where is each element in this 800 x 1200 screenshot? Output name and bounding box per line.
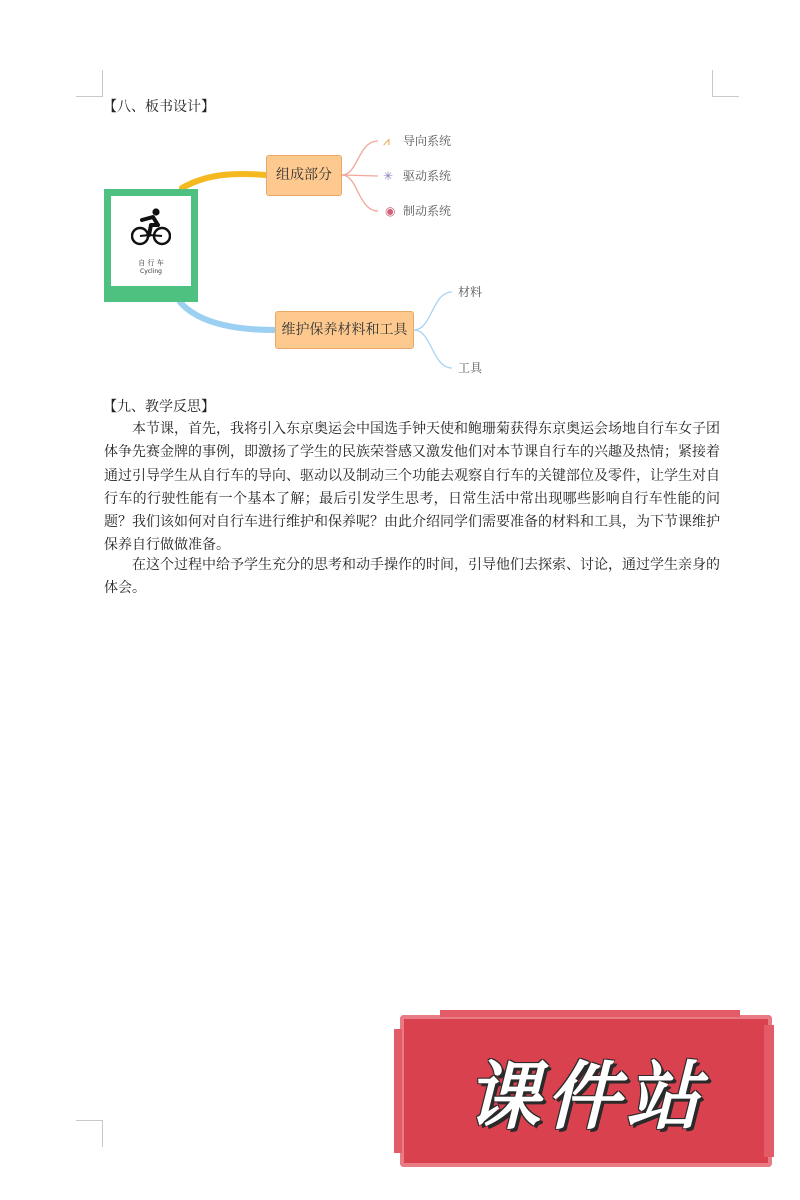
cyclist-icon (131, 206, 171, 248)
watermark-logo (400, 1015, 772, 1167)
leaf-materials: 材料 (458, 285, 483, 299)
brake-icon: ◉ (385, 204, 396, 218)
reflection-paragraph: 在这个过程中给予学生充分的思考和动手操作的时间，引导他们去探索、讨论，通过学生亲身的体会。 (104, 557, 720, 597)
leaf-brake-system: 制动系统 (403, 204, 452, 218)
center-node-inner (111, 196, 191, 286)
leaf-tools: 工具 (458, 361, 483, 375)
center-node (104, 189, 198, 302)
reflection-paragraph: 本节课，首先，我将引入东京奥运会中国选手钟天使和鲍珊菊获得东京奥运会场地自行车女子团体争先赛金牌的事例，即激扬了学生的民族荣誉感又激发他们对本节课自行车的兴趣及热情；紧接着通过引导学生从自行车的导向、驱动以及制动三个功能去观察自行车的关键部位及零件，让学生对自行车的行驶性能有一个基本了解；最后引发学生思考，日常生活中常出现哪些影响自行车性能的问题？我们该如何对自行车进行维护和保养呢？由此介绍同学们需要准备的材料和工具，为下节课维护保养自行做做准备。 (104, 421, 720, 554)
center-subtitle: Cycling (140, 268, 162, 275)
leaf-steering-system: 导向系统 (403, 134, 452, 148)
leaf-drive-system: 驱动系统 (403, 169, 452, 183)
section-heading-board-design: 【八、板书设计】 (103, 99, 215, 115)
center-title: 自 行 车 (138, 259, 164, 267)
chart-icon: ⩘ (383, 134, 390, 148)
section-heading-reflection: 【九、教学反思】 (103, 399, 215, 415)
node-maintenance: 维护保养材料和工具 (275, 311, 414, 349)
watermark-text: 课件站 (466, 1054, 706, 1140)
gear-icon: ✳ (383, 169, 394, 183)
page-corner-mark (76, 1120, 103, 1147)
mind-map (0, 0, 800, 400)
node-components: 组成部分 (266, 155, 342, 196)
